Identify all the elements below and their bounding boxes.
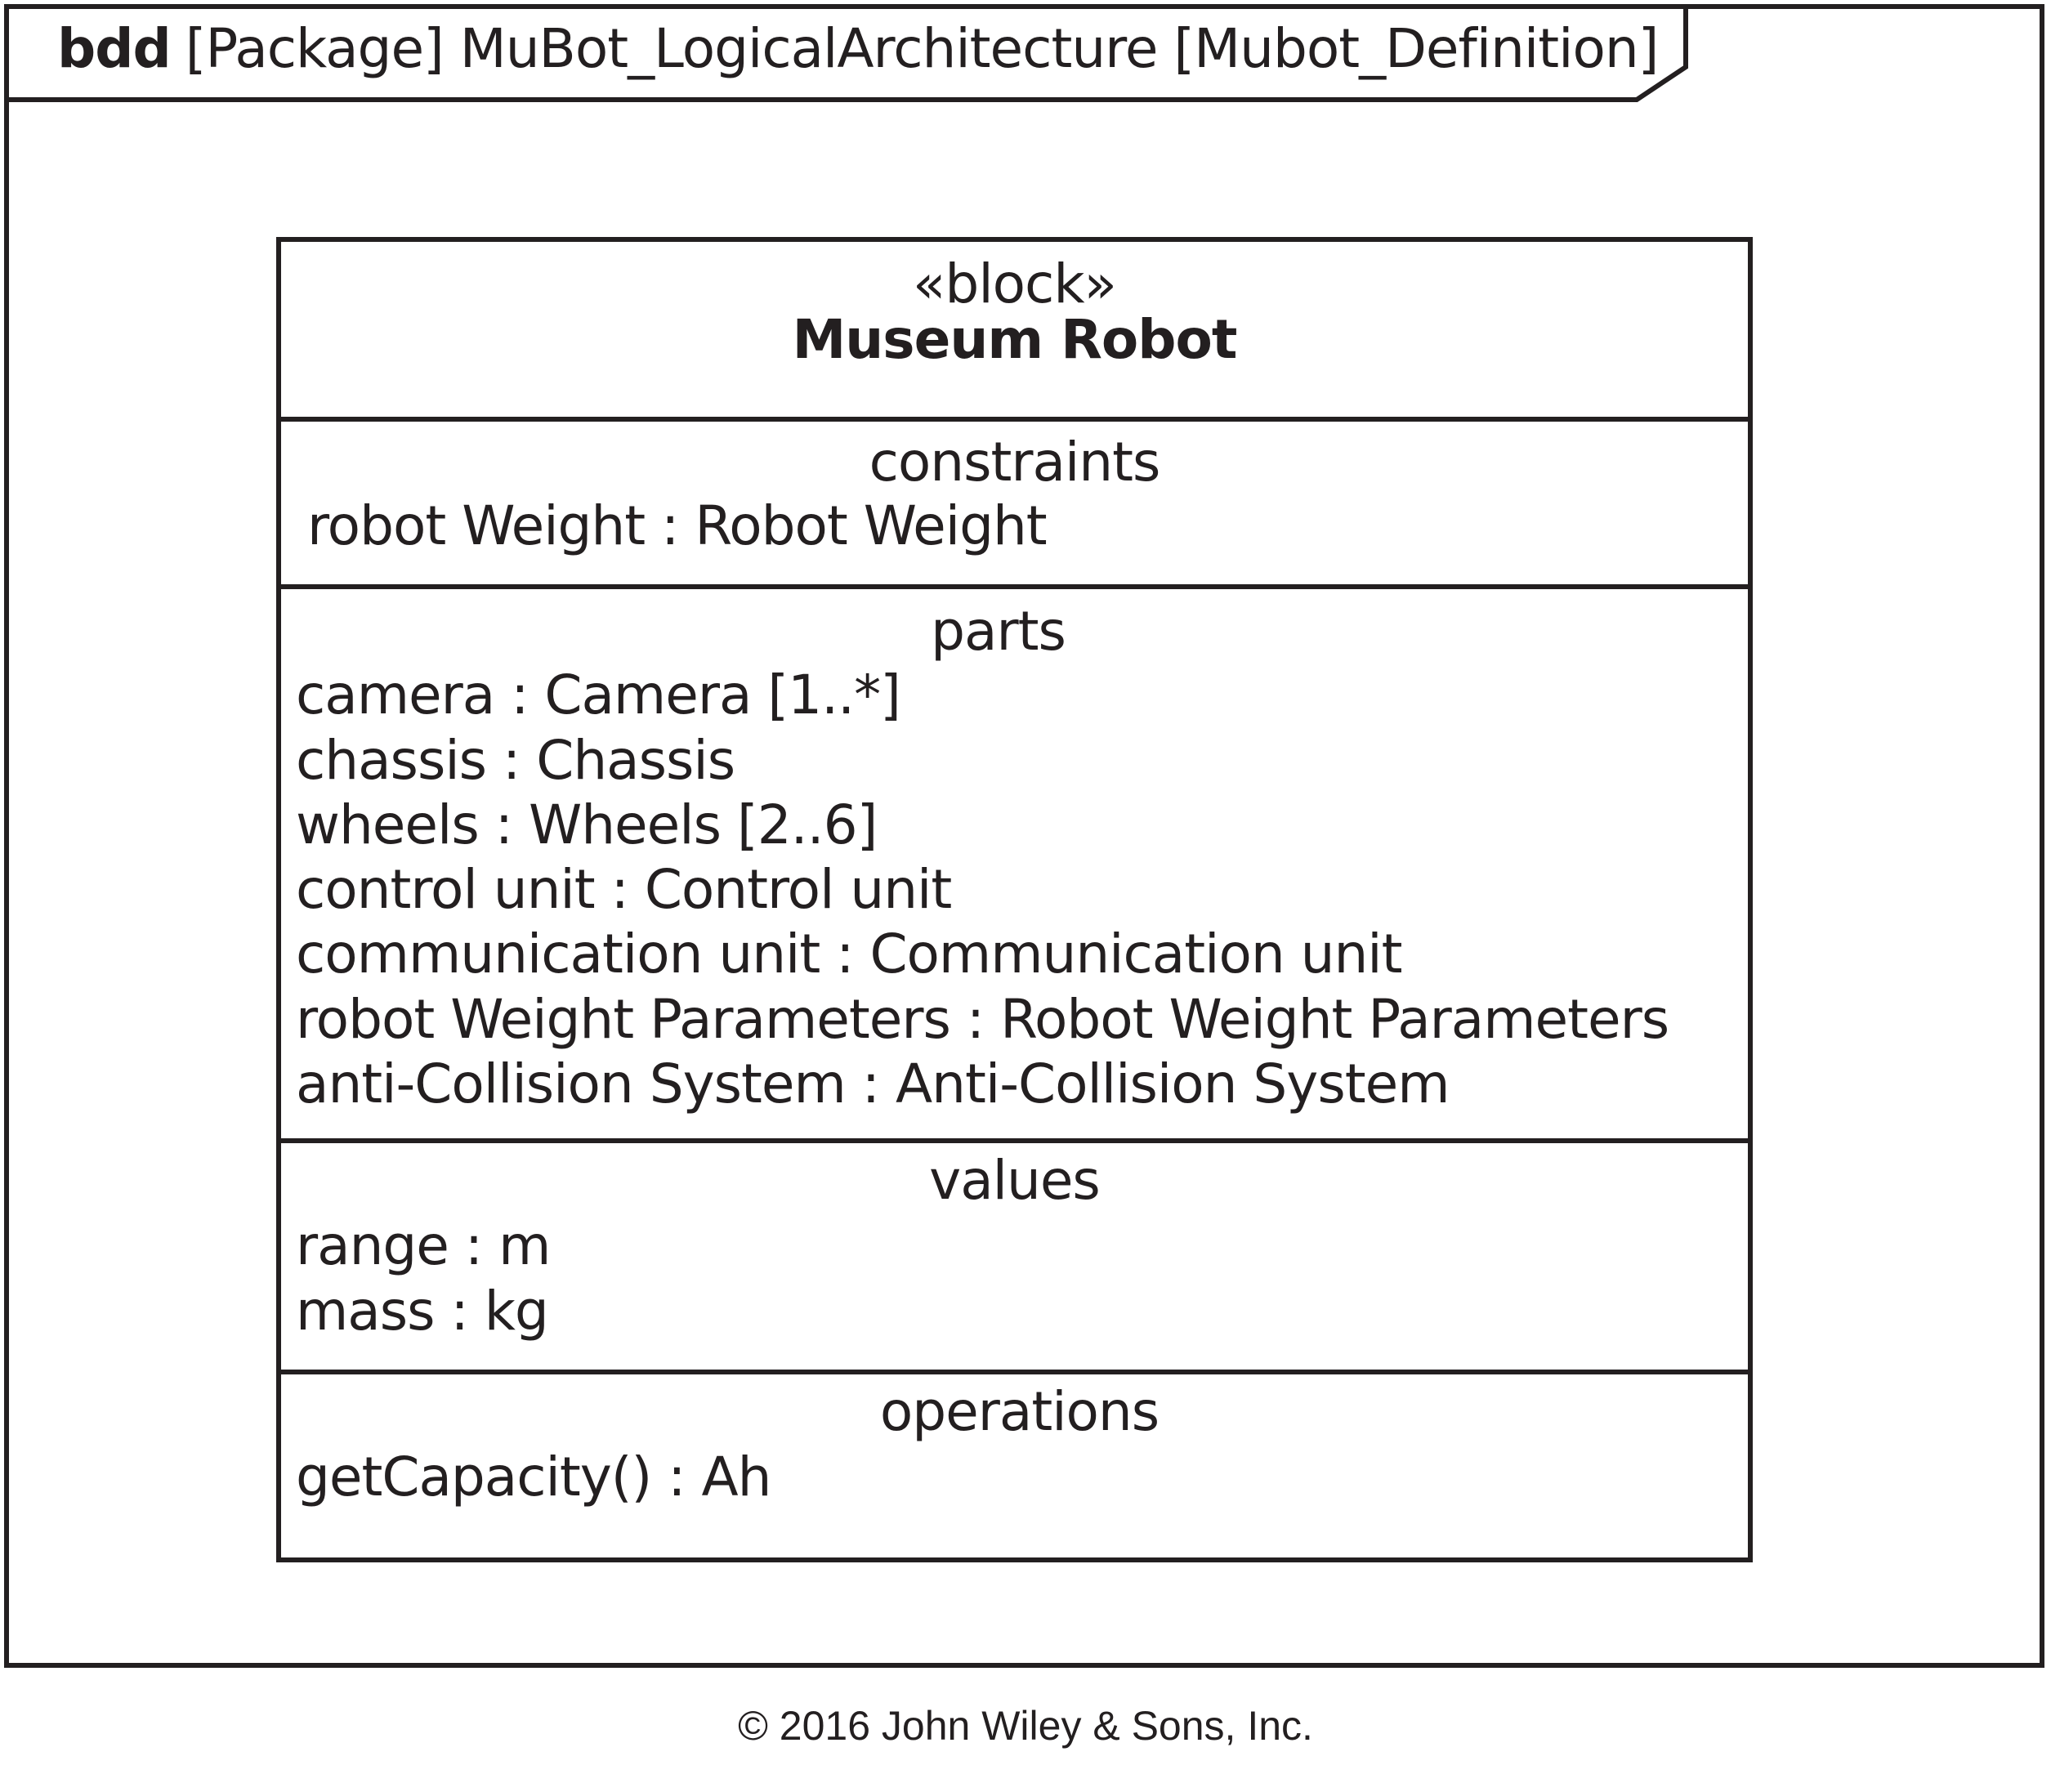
diagram-kind-keyword: bdd: [57, 17, 171, 80]
part-item-chassis: chassis : Chassis: [296, 729, 735, 792]
part-item-robot-weight-parameters: robot Weight Parameters : Robot Weight Parameters: [296, 988, 1669, 1051]
constraints-title: constraints: [869, 431, 1160, 494]
part-item-control-unit: control unit : Control unit: [296, 858, 952, 921]
copyright-notice: © 2016 John Wiley & Sons, Inc.: [738, 1703, 1313, 1749]
block-name: Museum Robot: [792, 308, 1237, 371]
operations-title: operations: [879, 1380, 1160, 1443]
parts-title: parts: [931, 600, 1066, 663]
operations-compartment: [281, 1370, 1748, 1557]
block-stereotype: «block»: [913, 252, 1116, 315]
operation-item-get-capacity: getCapacity() : Ah: [296, 1446, 771, 1508]
values-title: values: [929, 1149, 1100, 1212]
frame-title: [Package] MuBot_LogicalArchitecture [Mubot_Definition]: [185, 17, 1659, 80]
part-item-anti-collision-system: anti-Collision System : Anti-Collision System: [296, 1052, 1450, 1115]
constraints-compartment: [281, 417, 1748, 586]
part-item-communication-unit: communication unit : Communication unit: [296, 923, 1402, 985]
constraint-item: robot Weight : Robot Weight: [307, 494, 1047, 557]
value-item-mass: mass : kg: [296, 1280, 548, 1343]
frame-header: [57, 15, 1658, 83]
values-compartment: [281, 1138, 1748, 1371]
part-item-wheels: wheels : Wheels [2..6]: [296, 793, 878, 856]
block-museum-robot[interactable]: [276, 237, 1753, 1562]
block-header-compartment: [281, 242, 1748, 420]
part-item-camera: camera : Camera [1..*]: [296, 664, 900, 726]
parts-compartment: [281, 584, 1748, 1140]
value-item-range: range : m: [296, 1214, 551, 1277]
